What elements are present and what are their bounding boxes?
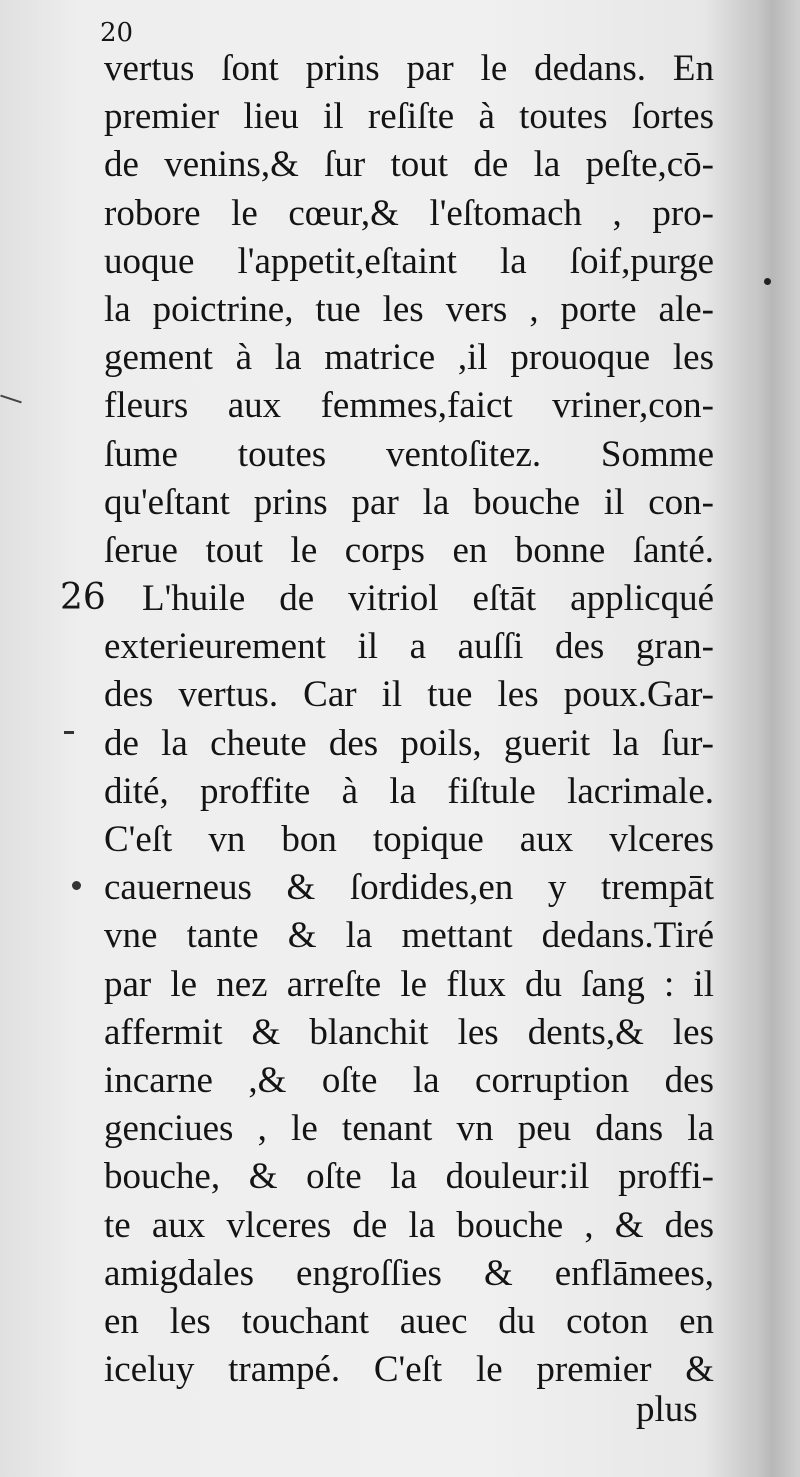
text-line: uoque l'appetit,eſtaint la ſoif,purge (104, 240, 714, 282)
text-line: premier lieu il reſiſte à toutes ſortes (104, 96, 714, 138)
text-line: L'huile de vitriol eſtāt applicqué (142, 578, 714, 620)
text-line: C'eſt vn bon topique aux vlceres (104, 819, 714, 860)
text-line: la poictrine, tue les vers , porte ale- (104, 288, 714, 330)
text-line: ſume toutes ventoſitez. Somme (104, 433, 714, 475)
margin-speck (0, 395, 22, 404)
text-line: genciues , le tenant vn peu dans la (104, 1108, 714, 1150)
text-line: dité, proffite à la fiſtule lacrimale. (104, 770, 714, 812)
text-line: incarne ,& oſte la corruption des (104, 1059, 714, 1101)
text-line: cauerneus & ſordides,en y trempāt (104, 867, 714, 909)
text-line: gement à la matrice ,il prouoque les (104, 337, 714, 379)
catchword: plus (636, 1389, 698, 1430)
margin-section-number: 26 (60, 577, 106, 618)
margin-speck (72, 881, 81, 890)
page-gutter-shadow (754, 0, 800, 1477)
text-line: vertus ſont prins par le dedans. En (104, 48, 714, 89)
text-line: bouche, & oſte la douleur:il proffi- (104, 1156, 714, 1198)
text-line: qu'eſtant prins par la bouche il con- (104, 481, 714, 523)
text-line: des vertus. Car il tue les poux.Gar- (104, 674, 714, 716)
text-line: ſerue tout le corps en bonne ſanté. (104, 529, 714, 571)
text-line: amigdales engroſſies & enflāmees, (104, 1252, 714, 1294)
text-line: de la cheute des poils, guerit la ſur- (104, 722, 714, 764)
margin-speck (764, 278, 771, 285)
page-number: 20 (100, 18, 134, 48)
text-line: te aux vlceres de la bouche , & des (104, 1204, 714, 1246)
text-line: iceluy trampé. C'eſt le premier & (104, 1349, 714, 1391)
text-line: en les touchant auec du coton en (104, 1300, 714, 1342)
body-text (104, 45, 714, 1394)
text-line: exterieurement il a auſſi des gran- (104, 626, 714, 668)
margin-speck (64, 731, 74, 734)
text-line: vne tante & la mettant dedans.Tiré (104, 915, 714, 957)
text-line: robore le cœur,& l'eſtomach , pro- (104, 192, 714, 234)
text-line: par le nez arreſte le flux du ſang : il (104, 963, 714, 1005)
text-line: de venins,& ſur tout de la peſte,cō- (104, 144, 714, 186)
text-line: affermit & blanchit les dents,& les (104, 1011, 714, 1053)
text-line: fleurs aux femmes,faict vriner,con- (104, 385, 714, 427)
